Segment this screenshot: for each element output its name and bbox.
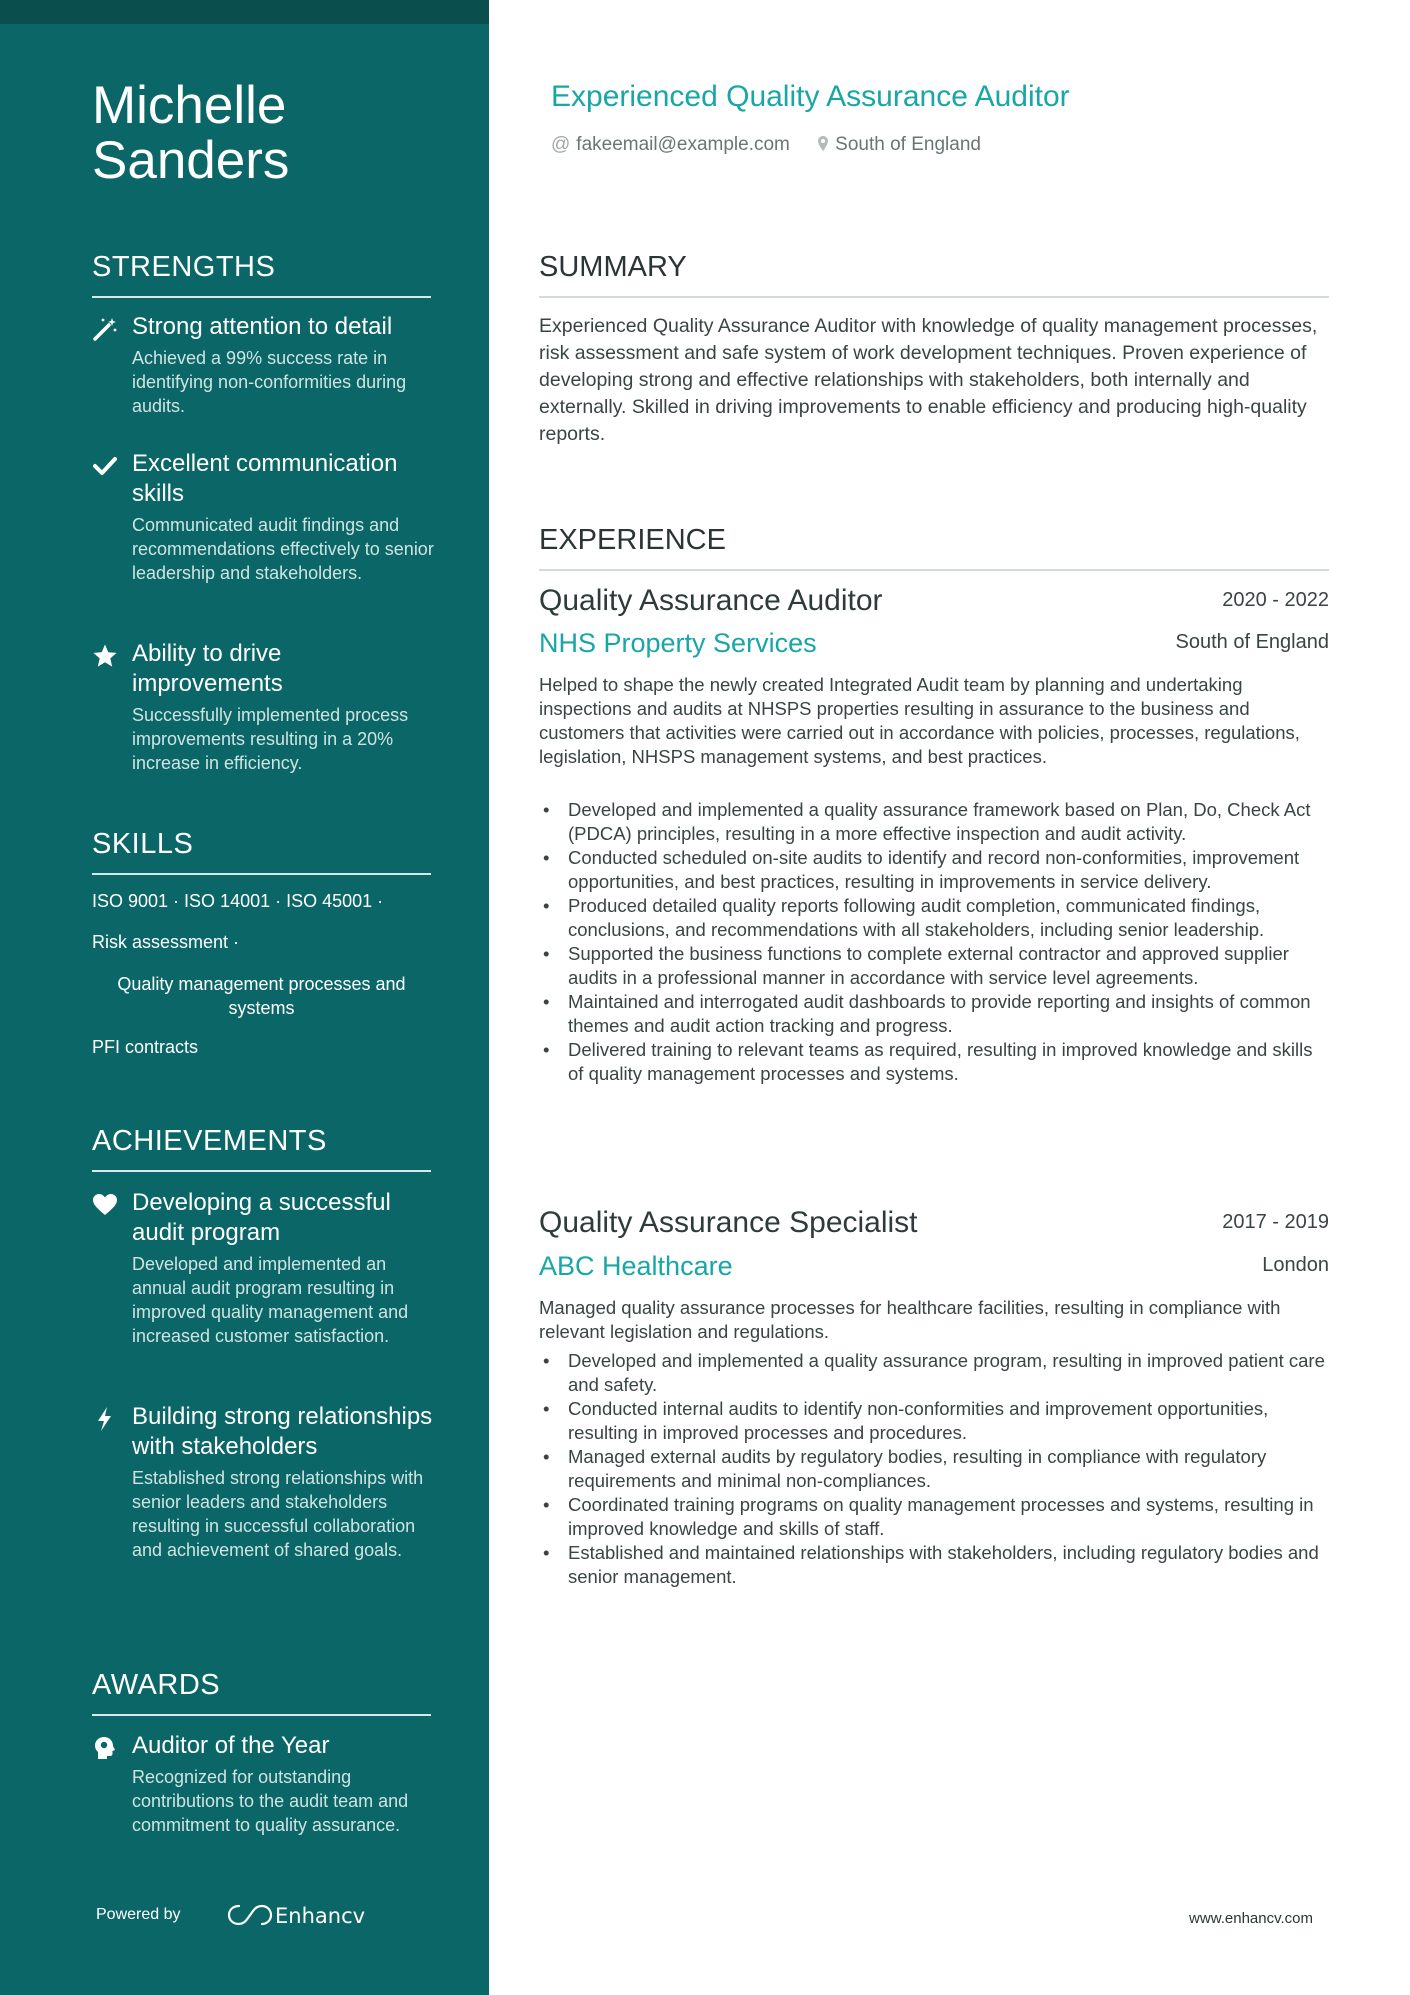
job-bullet: • Supported the business functions to complete external contractor and approved supplier audits in a professional manner in accordance with service level agreements. bbox=[539, 942, 1329, 990]
job-bullets bbox=[539, 1349, 1329, 1589]
location-text: South of England bbox=[835, 134, 981, 155]
last-name: Sanders bbox=[92, 131, 290, 190]
magic-wand-icon bbox=[92, 316, 120, 344]
strength-desc: Successfully implemented process improvements resulting in a 20% increase in efficiency. bbox=[132, 705, 409, 773]
achievement-title: Building strong relationships with stakeholders bbox=[132, 1403, 433, 1460]
sidebar bbox=[0, 0, 489, 1995]
job-bullet: • Delivered training to relevant teams as required, resulting in improved knowledge and skills of quality management processes and systems. bbox=[539, 1038, 1329, 1086]
job-bullet: • Managed external audits by regulatory bodies, resulting in compliance with regulatory requirements and minimal non-compliances. bbox=[539, 1445, 1329, 1493]
strength-item bbox=[92, 312, 437, 418]
bolt-icon bbox=[92, 1406, 120, 1434]
enhancv-logo-icon bbox=[215, 1897, 375, 1933]
strengths-heading: STRENGTHS bbox=[92, 250, 431, 298]
job-role: Quality Assurance Auditor bbox=[539, 584, 883, 617]
enhancv-logo[interactable] bbox=[215, 1897, 375, 1933]
job-bullet: • Coordinated training programs on quality management processes and systems, resulting in improved knowledge and skills of staff. bbox=[539, 1493, 1329, 1541]
summary-text: Experienced Quality Assurance Auditor with knowledge of quality management processes, risk assessment and safe system of work development techniques. Proven experience of developing strong and effective relationships with stakeholders, both internally and externally. Skilled in driving improvements to enable efficiency and producing high-quality reports. bbox=[539, 315, 1318, 445]
skill-row: ISO 9001 · ISO 14001 · ISO 45001 · bbox=[92, 891, 384, 911]
contact-info bbox=[551, 134, 981, 156]
at-icon: @ bbox=[551, 134, 571, 155]
job-bullet: • Maintained and interrogated audit dashboards to provide reporting and insights of common themes and audit action tracking and progress. bbox=[539, 990, 1329, 1038]
job-company: NHS Property Services bbox=[539, 628, 817, 658]
job-description: Managed quality assurance processes for healthcare facilities, resulting in compliance with relevant legislation and regulations. bbox=[539, 1297, 1281, 1342]
achievement-item bbox=[92, 1402, 437, 1562]
job-location: South of England bbox=[1175, 631, 1329, 653]
achievements-heading: ACHIEVEMENTS bbox=[92, 1124, 431, 1172]
sidebar-top-bar bbox=[0, 0, 489, 24]
award-desc: Recognized for outstanding contributions to the audit team and commitment to quality assurance. bbox=[132, 1767, 409, 1835]
job-description: Helped to shape the newly created Integrated Audit team by planning and undertaking inspections and audits at NHSPS properties resulting in assurance to the business and customers that activities were carried out in accordance with policies, processes, regulations, legislation, NHSPS management systems, and best practices. bbox=[539, 674, 1300, 767]
job-bullet: • Produced detailed quality reports following audit completion, communicated findings, conclusions, and recommendations with all stakeholders, including senior leadership. bbox=[539, 894, 1329, 942]
skill-row: Quality management processes and systems bbox=[117, 974, 406, 1018]
website-link[interactable]: www.enhancv.com bbox=[1189, 1910, 1313, 1927]
achievement-desc: Developed and implemented an annual audit program resulting in improved quality management and increased customer satisfaction. bbox=[132, 1254, 409, 1346]
job-dates: 2017 - 2019 bbox=[1222, 1211, 1329, 1233]
powered-by-label: Powered by bbox=[96, 1906, 181, 1923]
strength-item bbox=[92, 639, 437, 775]
award-title: Auditor of the Year bbox=[132, 1732, 330, 1759]
first-name: Michelle bbox=[92, 76, 287, 135]
head-icon bbox=[92, 1735, 120, 1763]
skill-row: PFI contracts bbox=[92, 1037, 199, 1057]
summary-heading: SUMMARY bbox=[539, 250, 1329, 298]
award-item bbox=[92, 1731, 437, 1837]
job-bullet: • Conducted internal audits to identify non-conformities and improvement opportunities, resulting in improved processes and procedures. bbox=[539, 1397, 1329, 1445]
main-content bbox=[489, 0, 1410, 1995]
job-company: ABC Healthcare bbox=[539, 1251, 733, 1281]
strength-title: Ability to drive improvements bbox=[132, 640, 283, 697]
location-pin-icon bbox=[817, 135, 829, 152]
headline-title: Experienced Quality Assurance Auditor bbox=[551, 80, 1070, 113]
job-bullet: • Developed and implemented a quality assurance program, resulting in improved patient care and safety. bbox=[539, 1349, 1329, 1397]
strength-item bbox=[92, 449, 437, 585]
enhancv-brand-text: Enhancv bbox=[275, 1904, 366, 1928]
strength-title: Strong attention to detail bbox=[132, 313, 393, 340]
star-icon bbox=[92, 643, 120, 671]
achievement-title: Developing a successful audit program bbox=[132, 1189, 391, 1246]
job-dates: 2020 - 2022 bbox=[1222, 589, 1329, 611]
job-location: London bbox=[1262, 1254, 1329, 1276]
strength-desc: Communicated audit findings and recommendations effectively to senior leadership and stakeholders. bbox=[132, 515, 434, 583]
achievement-item bbox=[92, 1188, 437, 1348]
email-text[interactable]: fakeemail@example.com bbox=[576, 134, 790, 155]
awards-heading: AWARDS bbox=[92, 1668, 431, 1716]
heart-icon bbox=[92, 1192, 120, 1220]
skills-heading: SKILLS bbox=[92, 827, 431, 875]
job-bullets bbox=[539, 798, 1329, 1086]
job-role: Quality Assurance Specialist bbox=[539, 1206, 918, 1239]
achievement-desc: Established strong relationships with senior leaders and stakeholders resulting in successful collaboration and achievement of shared goals. bbox=[132, 1468, 424, 1560]
check-icon bbox=[92, 453, 120, 481]
experience-heading: EXPERIENCE bbox=[539, 523, 1329, 571]
skill-row: Risk assessment · bbox=[92, 932, 240, 952]
job-bullet: • Conducted scheduled on-site audits to identify and record non-conformities, improvement opportunities, and best practices, resulting in improvements in service delivery. bbox=[539, 846, 1329, 894]
candidate-name bbox=[92, 78, 452, 188]
strength-desc: Achieved a 99% success rate in identifying non-conformities during audits. bbox=[132, 348, 407, 416]
strength-title: Excellent communication skills bbox=[132, 450, 398, 507]
job-bullet: • Established and maintained relationships with stakeholders, including regulatory bodies and senior management. bbox=[539, 1541, 1329, 1589]
job-bullet: • Developed and implemented a quality assurance framework based on Plan, Do, Check Act (PDCA) principles, resulting in a more effective inspection and audit activity. bbox=[539, 798, 1329, 846]
